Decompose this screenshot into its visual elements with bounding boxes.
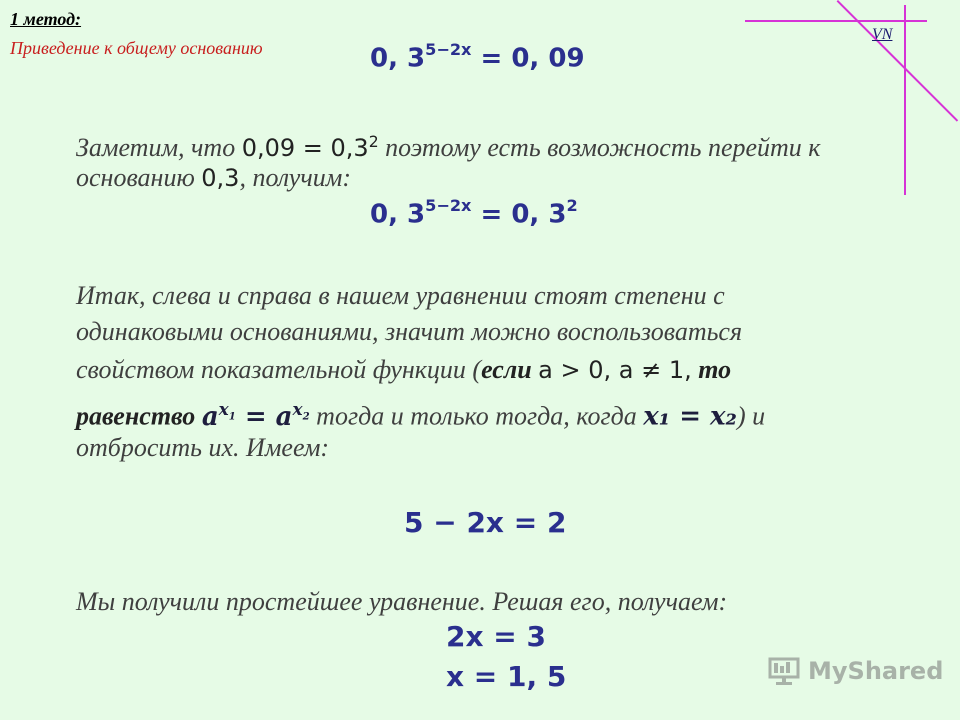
power-rhs: = a	[235, 401, 293, 432]
note-line2-math: 0,3	[201, 164, 240, 192]
eq1-exponent: 5−2x	[425, 40, 472, 60]
equation-answer: x = 1, 5	[446, 660, 567, 693]
note-math-exp: 2	[368, 133, 379, 151]
corner-diagonal-line	[837, 0, 959, 122]
power-exp-right: x	[292, 399, 303, 419]
note-line2-text-b: , получим:	[239, 163, 351, 192]
reason-exponent-condition: x₁ = x₂	[643, 401, 737, 432]
equation-linear: 5 − 2x = 2	[404, 506, 567, 539]
paragraph-note-line2	[76, 160, 351, 196]
reason-line4-end: ) и	[736, 401, 766, 431]
power-exp-right-sub: 2	[302, 410, 310, 423]
equation-common-base	[370, 198, 578, 230]
reason-condition-math: a > 0, a ≠ 1,	[538, 356, 692, 384]
power-base-left: a	[201, 401, 219, 432]
eq2-exponent: 5−2x	[425, 196, 472, 216]
reason-power-equality	[201, 399, 310, 432]
projector-screen-icon	[768, 656, 800, 686]
method-title: 1 метод:	[10, 9, 82, 29]
reason-equality-word: равенство	[76, 401, 196, 431]
reason-iff-text: тогда и только тогда, когда	[316, 401, 637, 431]
eq2-base: 0, 3	[370, 199, 426, 230]
note-math	[242, 134, 379, 162]
equation-initial	[370, 42, 585, 74]
reason-if-word: если	[481, 355, 532, 384]
eq2-rhs-base: = 0, 3	[480, 199, 567, 230]
paragraph-reason-line2: одинаковыми основаниями, значит можно воспользоваться	[76, 317, 743, 346]
corner-horizontal-line	[745, 20, 927, 22]
paragraph-reason-line3	[76, 352, 731, 388]
note-text-b: поэтому есть возможность перейти к	[385, 133, 821, 162]
paragraph-reason-line1: Итак, слева и справа в нашем уравнении стоят степени с	[76, 281, 725, 310]
note-text-a: Заметим, что	[76, 133, 236, 162]
power-exp-left-sub: 1	[228, 410, 236, 423]
power-exp-left: x	[218, 399, 229, 419]
note-line2-text-a: основанию	[76, 163, 195, 192]
paragraph-reason-line4	[76, 391, 765, 435]
paragraph-reason-line5: отбросить их. Имеем:	[76, 433, 330, 462]
paragraph-solve-line: Мы получили простейшее уравнение. Решая его, получаем:	[76, 587, 728, 616]
eq1-base: 0, 3	[370, 43, 426, 74]
watermark-text: MyShared	[808, 657, 944, 685]
watermark	[768, 656, 943, 686]
corner-vertical-line	[904, 5, 906, 195]
corner-label: VN	[872, 26, 893, 43]
eq1-rhs: = 0, 09	[480, 43, 585, 74]
reason-then-word: то	[698, 355, 732, 384]
equation-step: 2x = 3	[446, 620, 546, 653]
eq2-rhs-exponent: 2	[566, 196, 578, 216]
note-math-base: 0,09 = 0,3	[241, 134, 369, 162]
reason-line3-text: свойством показательной функции (	[76, 355, 482, 384]
method-subtitle: Приведение к общему основанию	[10, 38, 263, 58]
